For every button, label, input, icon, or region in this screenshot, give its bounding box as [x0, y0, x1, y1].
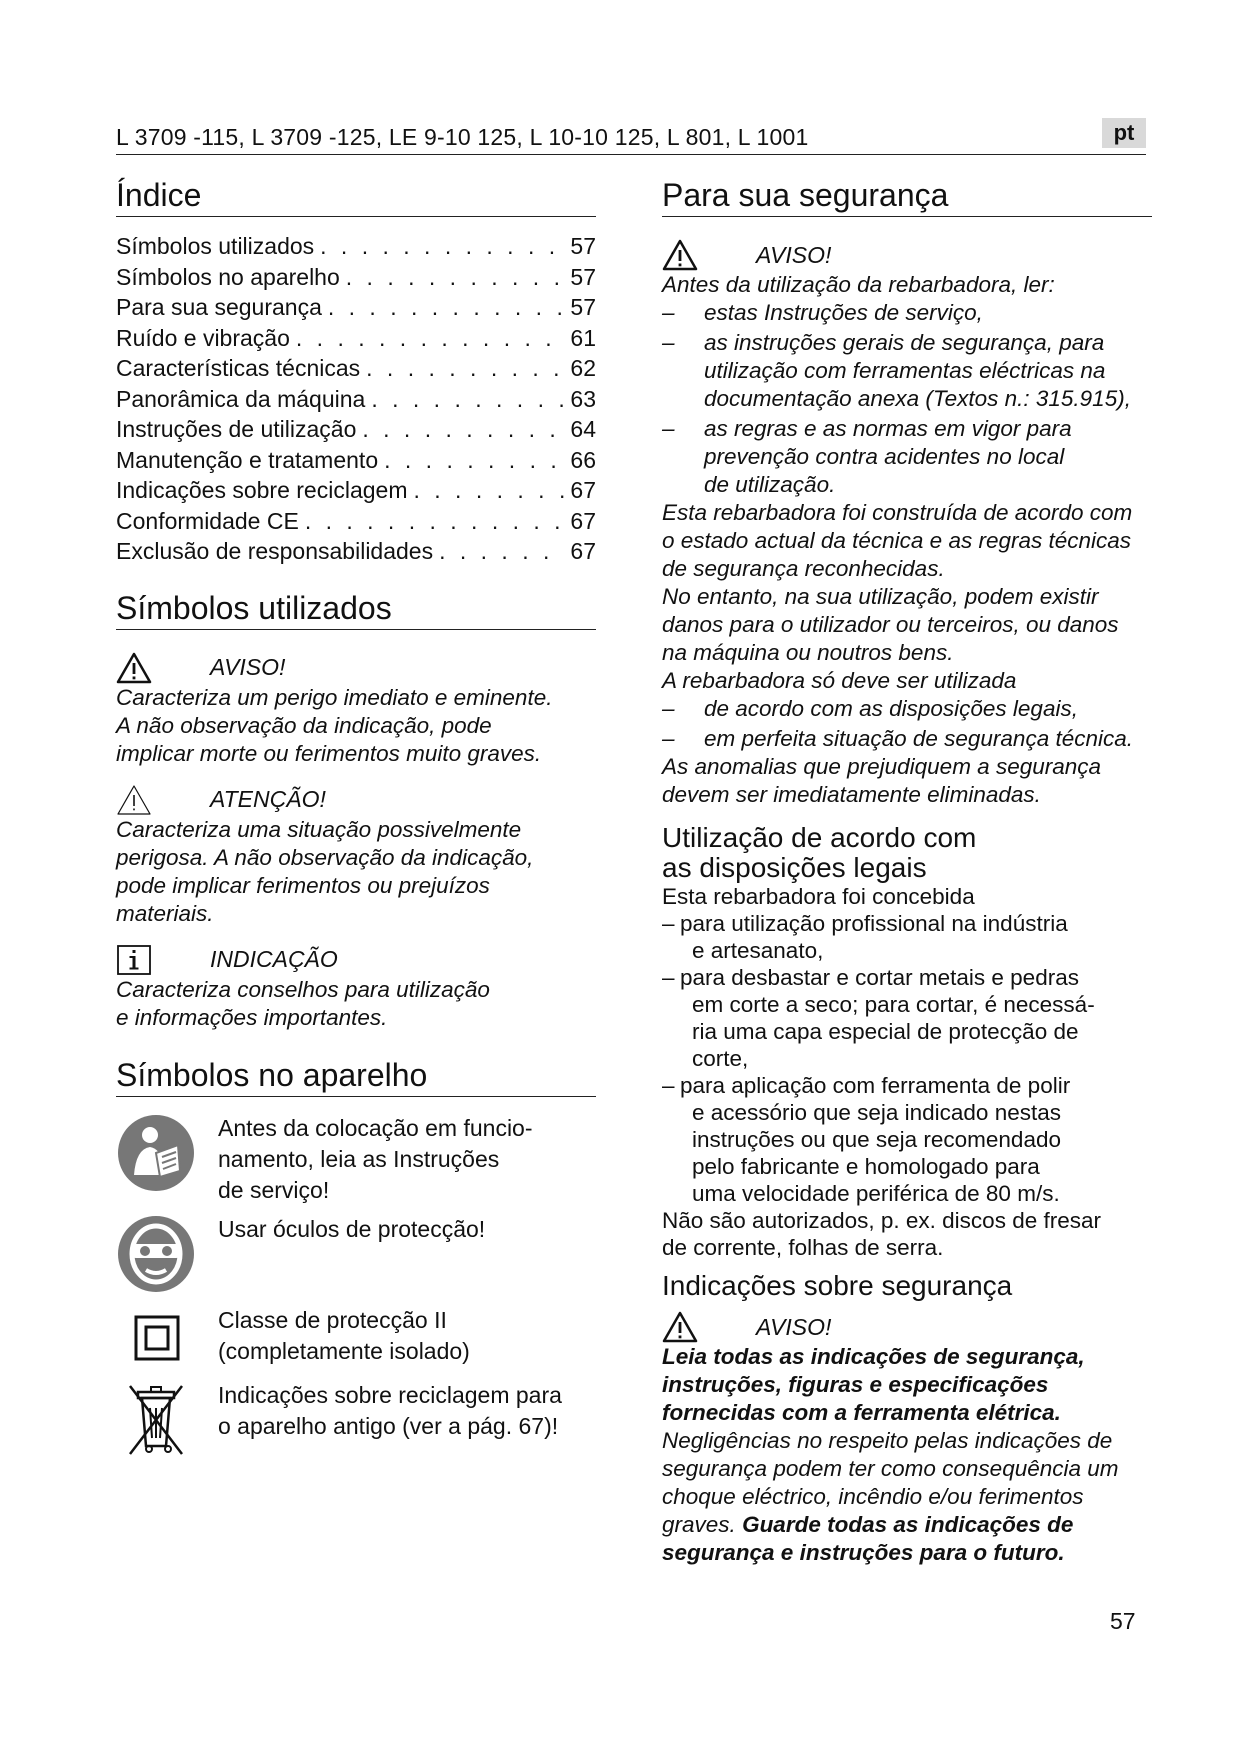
- text-line: o aparelho antigo (ver a pág. 67)!: [218, 1412, 559, 1439]
- text-line: de serviço!: [218, 1176, 330, 1203]
- safety-notes-text: [662, 1343, 1152, 1567]
- device-symbol-text: [218, 1214, 485, 1299]
- text-line: No entanto, na sua utilização, podem existir: [662, 584, 1099, 609]
- toc-entry[interactable]: [116, 323, 596, 354]
- text-line: devem ser imediatamente eliminadas.: [662, 782, 1041, 807]
- text-line: de acordo com as disposições legais,: [704, 696, 1078, 721]
- device-symbol-row: [116, 1214, 596, 1299]
- toc-entry-label: Características técnicas: [116, 355, 361, 381]
- text-line: perigosa. A não observação da indicação,: [116, 844, 534, 870]
- list-item: – em perfeita situação de segurança técnica.: [662, 726, 1134, 751]
- list-item: – as instruções gerais de segurança, para utilização com ferramentas eléctricas na documentação anexa (Textos n.: 315.915),: [662, 330, 1131, 411]
- title-line: as disposições legais: [662, 852, 927, 883]
- text-line: Antes da colocação em funcio-: [218, 1114, 533, 1141]
- text-line: em corte a seco; para cortar, é necessá-: [692, 992, 1095, 1017]
- warning-description: [116, 684, 596, 768]
- toc-leader-dots: [328, 292, 564, 323]
- text-line: as instruções gerais de segurança, para: [704, 330, 1105, 355]
- toc-entry-page: 63: [570, 385, 596, 412]
- caution-description: [116, 816, 596, 928]
- text-line: instruções ou que seja recomendado: [692, 1127, 1061, 1152]
- toc-entry[interactable]: [116, 231, 596, 262]
- text-line: de corrente, folhas de serra.: [662, 1235, 944, 1260]
- warning-label: AVISO!: [210, 654, 286, 680]
- read-manual-icon: [116, 1113, 196, 1193]
- text-line: instruções, figuras e especificações: [662, 1372, 1049, 1397]
- text-line: danos para o utilizador ou terceiros, ou danos: [662, 612, 1119, 637]
- warning-triangle-icon: [662, 239, 698, 271]
- safety-title: Para sua segurança: [662, 176, 1152, 217]
- toc-entry[interactable]: [116, 292, 596, 323]
- device-symbol-row: [116, 1380, 596, 1463]
- text-line: e artesanato,: [692, 938, 824, 963]
- safety-intro: Antes da utilização da rebarbadora, ler:: [662, 272, 1055, 297]
- right-column: [662, 176, 1152, 1567]
- toc-leader-dots: [296, 323, 564, 354]
- text-line: de segurança reconhecidas.: [662, 556, 945, 581]
- text-line: as regras e as normas em vigor para: [704, 416, 1072, 441]
- text-line: Usar óculos de protecção!: [218, 1215, 486, 1242]
- toc-leader-dots: [320, 231, 564, 262]
- note-description: [116, 976, 596, 1032]
- table-of-contents: [116, 231, 596, 567]
- text-line: fornecidas com a ferramenta elétrica.: [662, 1400, 1061, 1425]
- toc-entry-label: Panorâmica da máquina: [116, 385, 366, 412]
- toc-entry[interactable]: [116, 506, 596, 537]
- safety-list: [662, 299, 1152, 499]
- text-line: Caracteriza conselhos para utilização: [116, 976, 490, 1002]
- toc-entry-page: 66: [570, 446, 596, 473]
- text-line: segurança e instruções para o futuro.: [662, 1540, 1065, 1565]
- toc-leader-dots: [371, 384, 564, 415]
- toc-entry[interactable]: [116, 384, 596, 415]
- protection-class-ii-icon: [116, 1311, 196, 1367]
- toc-title: Índice: [116, 176, 596, 217]
- text-line: [662, 1511, 1152, 1539]
- device-symbol-row: [116, 1305, 596, 1372]
- toc-entry-label: Instruções de utilização: [116, 416, 357, 442]
- text-line: Classe de protecção II: [218, 1306, 447, 1333]
- caution-label: ATENÇÃO!: [210, 786, 326, 812]
- text-line: corte,: [692, 1046, 749, 1071]
- intended-use-outro: [662, 1207, 1152, 1261]
- caution-signal: [116, 784, 596, 816]
- toc-entry-label: Símbolos no aparelho: [116, 263, 340, 290]
- text-line: segurança podem ter como consequência um: [662, 1456, 1119, 1481]
- safety-paragraph-2: [662, 753, 1152, 809]
- toc-entry[interactable]: [116, 475, 596, 506]
- header-models: L 3709 -115, L 3709 -125, LE 9-10 125, L 10-10 125, L 801, L 1001: [116, 124, 809, 150]
- title-line: Utilização de acordo com: [662, 822, 977, 853]
- device-symbol-text: [218, 1380, 562, 1463]
- safety-goggles-icon: [116, 1214, 196, 1294]
- text-line: implicar morte ou ferimentos muito graves.: [116, 740, 542, 766]
- toc-leader-dots: [439, 536, 564, 567]
- list-item: – de acordo com as disposições legais,: [662, 696, 1078, 721]
- intended-use-intro: Esta rebarbadora foi concebida: [662, 884, 975, 909]
- toc-entry[interactable]: [116, 445, 596, 476]
- language-badge: pt: [1102, 118, 1146, 148]
- text-line: Não são autorizados, p. ex. discos de fresar: [662, 1208, 1101, 1233]
- list-item: – estas Instruções de serviço,: [662, 300, 983, 325]
- text-line: A não observação da indicação, pode: [116, 712, 492, 738]
- crossed-bin-icon: [116, 1380, 196, 1458]
- text-line: para desbastar e cortar metais e pedras: [680, 965, 1079, 990]
- info-icon: [116, 944, 152, 976]
- safety-notes-title: Indicações sobre segurança: [662, 1270, 1013, 1301]
- text-line: estas Instruções de serviço,: [704, 300, 983, 325]
- text-line: ria uma capa especial de protecção de: [692, 1019, 1079, 1044]
- text-line: pelo fabricante e homologado para: [692, 1154, 1040, 1179]
- text-line: utilização com ferramentas eléctricas na: [704, 358, 1106, 383]
- page-number: 57: [1110, 1608, 1136, 1634]
- device-symbol-text: [218, 1305, 470, 1372]
- safety-list-2: [662, 695, 1152, 753]
- toc-leader-dots: [362, 414, 564, 445]
- note-label: INDICAÇÃO: [210, 946, 338, 972]
- toc-entry-label: Símbolos utilizados: [116, 233, 315, 259]
- text-line: uma velocidade periférica de 80 m/s.: [692, 1181, 1060, 1206]
- text-line: Caracteriza uma situação possivelmente: [116, 816, 522, 842]
- safety-warning-signal: [662, 239, 1152, 271]
- text-line: prevenção contra acidentes no local: [704, 444, 1065, 469]
- toc-entry-page: 67: [570, 477, 596, 503]
- text-line: pode implicar ferimentos ou prejuízos: [116, 872, 490, 898]
- toc-entry-label: Para sua segurança: [116, 294, 322, 320]
- warning-label: AVISO!: [756, 241, 832, 268]
- text-line: As anomalias que prejudiquem a segurança: [662, 754, 1102, 779]
- toc-entry-label: Ruído e vibração: [116, 324, 290, 351]
- caution-triangle-icon: [116, 784, 152, 816]
- text-line: em perfeita situação de segurança técnica.: [704, 726, 1134, 751]
- toc-entry[interactable]: [116, 262, 596, 293]
- warning-label: AVISO!: [756, 1313, 832, 1340]
- note-signal: [116, 944, 596, 976]
- toc-leader-dots: [305, 506, 564, 537]
- text-line: documentação anexa (Textos n.: 315.915),: [704, 386, 1131, 411]
- text-line: (completamente isolado): [218, 1337, 470, 1364]
- toc-entry-page: 57: [570, 233, 596, 259]
- symbols-used-title: Símbolos utilizados: [116, 589, 596, 630]
- toc-leader-dots: [346, 262, 564, 293]
- text-line: Negligências no respeito pelas indicações de: [662, 1428, 1113, 1453]
- toc-entry-label: Manutenção e tratamento: [116, 446, 379, 473]
- toc-entry-label: Indicações sobre reciclagem: [116, 477, 408, 503]
- warning-triangle-icon: [662, 1311, 698, 1343]
- safety-notes-warning-signal: [662, 1311, 1152, 1343]
- toc-entry-page: 61: [570, 324, 596, 351]
- toc-leader-dots: [384, 445, 564, 476]
- text-line: na máquina ou noutros bens.: [662, 640, 954, 665]
- text-line: e informações importantes.: [116, 1004, 388, 1030]
- text-line: A rebarbadora só deve ser utilizada: [662, 668, 1017, 693]
- toc-entry-page: 67: [570, 538, 596, 564]
- text-line: namento, leia as Instruções: [218, 1145, 500, 1172]
- toc-entry-label: Conformidade CE: [116, 507, 299, 534]
- text-fragment: graves.: [662, 1512, 736, 1537]
- device-symbols-title: Símbolos no aparelho: [116, 1056, 596, 1097]
- text-line: e acessório que seja indicado nestas: [692, 1100, 1061, 1125]
- list-item: – para utilização profissional na indústria e artesanato,: [662, 911, 1068, 963]
- intended-use-title: [662, 823, 1152, 883]
- toc-entry[interactable]: [116, 353, 596, 384]
- list-item: – as regras e as normas em vigor para prevenção contra acidentes no local de utilização.: [662, 416, 1072, 497]
- text-fragment: Guarde todas as indicações de: [742, 1512, 1074, 1537]
- text-line: para utilização profissional na indústria: [680, 911, 1068, 936]
- toc-entry-page: 57: [570, 294, 596, 320]
- toc-entry-page: 67: [570, 507, 596, 534]
- text-line: Caracteriza um perigo imediato e eminente.: [116, 684, 553, 710]
- text-line: materiais.: [116, 900, 214, 926]
- list-item: – para desbastar e cortar metais e pedras em corte a seco; para cortar, é necessá- ria uma capa especial de protecção de corte,: [662, 965, 1095, 1071]
- toc-leader-dots: [413, 475, 564, 506]
- toc-entry-page: 64: [570, 416, 596, 442]
- toc-entry[interactable]: [116, 414, 596, 445]
- device-symbol-text: [218, 1113, 533, 1206]
- text-line: de utilização.: [704, 472, 836, 497]
- toc-leader-dots: [366, 353, 564, 384]
- toc-entry-label: Exclusão de responsabilidades: [116, 538, 434, 564]
- text-line: choque eléctrico, incêndio e/ou ferimentos: [662, 1484, 1084, 1509]
- text-line: o estado actual da técnica e as regras técnicas: [662, 528, 1132, 553]
- toc-entry-page: 62: [570, 355, 596, 381]
- left-column: [116, 176, 596, 1463]
- warning-signal: [116, 652, 596, 684]
- toc-entry-page: 57: [570, 263, 596, 290]
- warning-triangle-icon: [116, 652, 152, 684]
- list-item: – para aplicação com ferramenta de polir e acessório que seja indicado nestas instruções ou que seja recomendado pelo fabricante e homologado para uma velocidade periférica de 80 m/s.: [662, 1073, 1071, 1206]
- page-header: [116, 120, 1146, 155]
- toc-entry[interactable]: [116, 536, 596, 567]
- device-symbol-row: [116, 1113, 596, 1206]
- text-line: Indicações sobre reciclagem para: [218, 1381, 562, 1408]
- text-line: Esta rebarbadora foi construída de acordo com: [662, 500, 1133, 525]
- text-line: Leia todas as indicações de segurança,: [662, 1344, 1085, 1369]
- text-line: para aplicação com ferramenta de polir: [680, 1073, 1071, 1098]
- safety-paragraph: [662, 499, 1152, 695]
- intended-use-list: [662, 910, 1152, 1207]
